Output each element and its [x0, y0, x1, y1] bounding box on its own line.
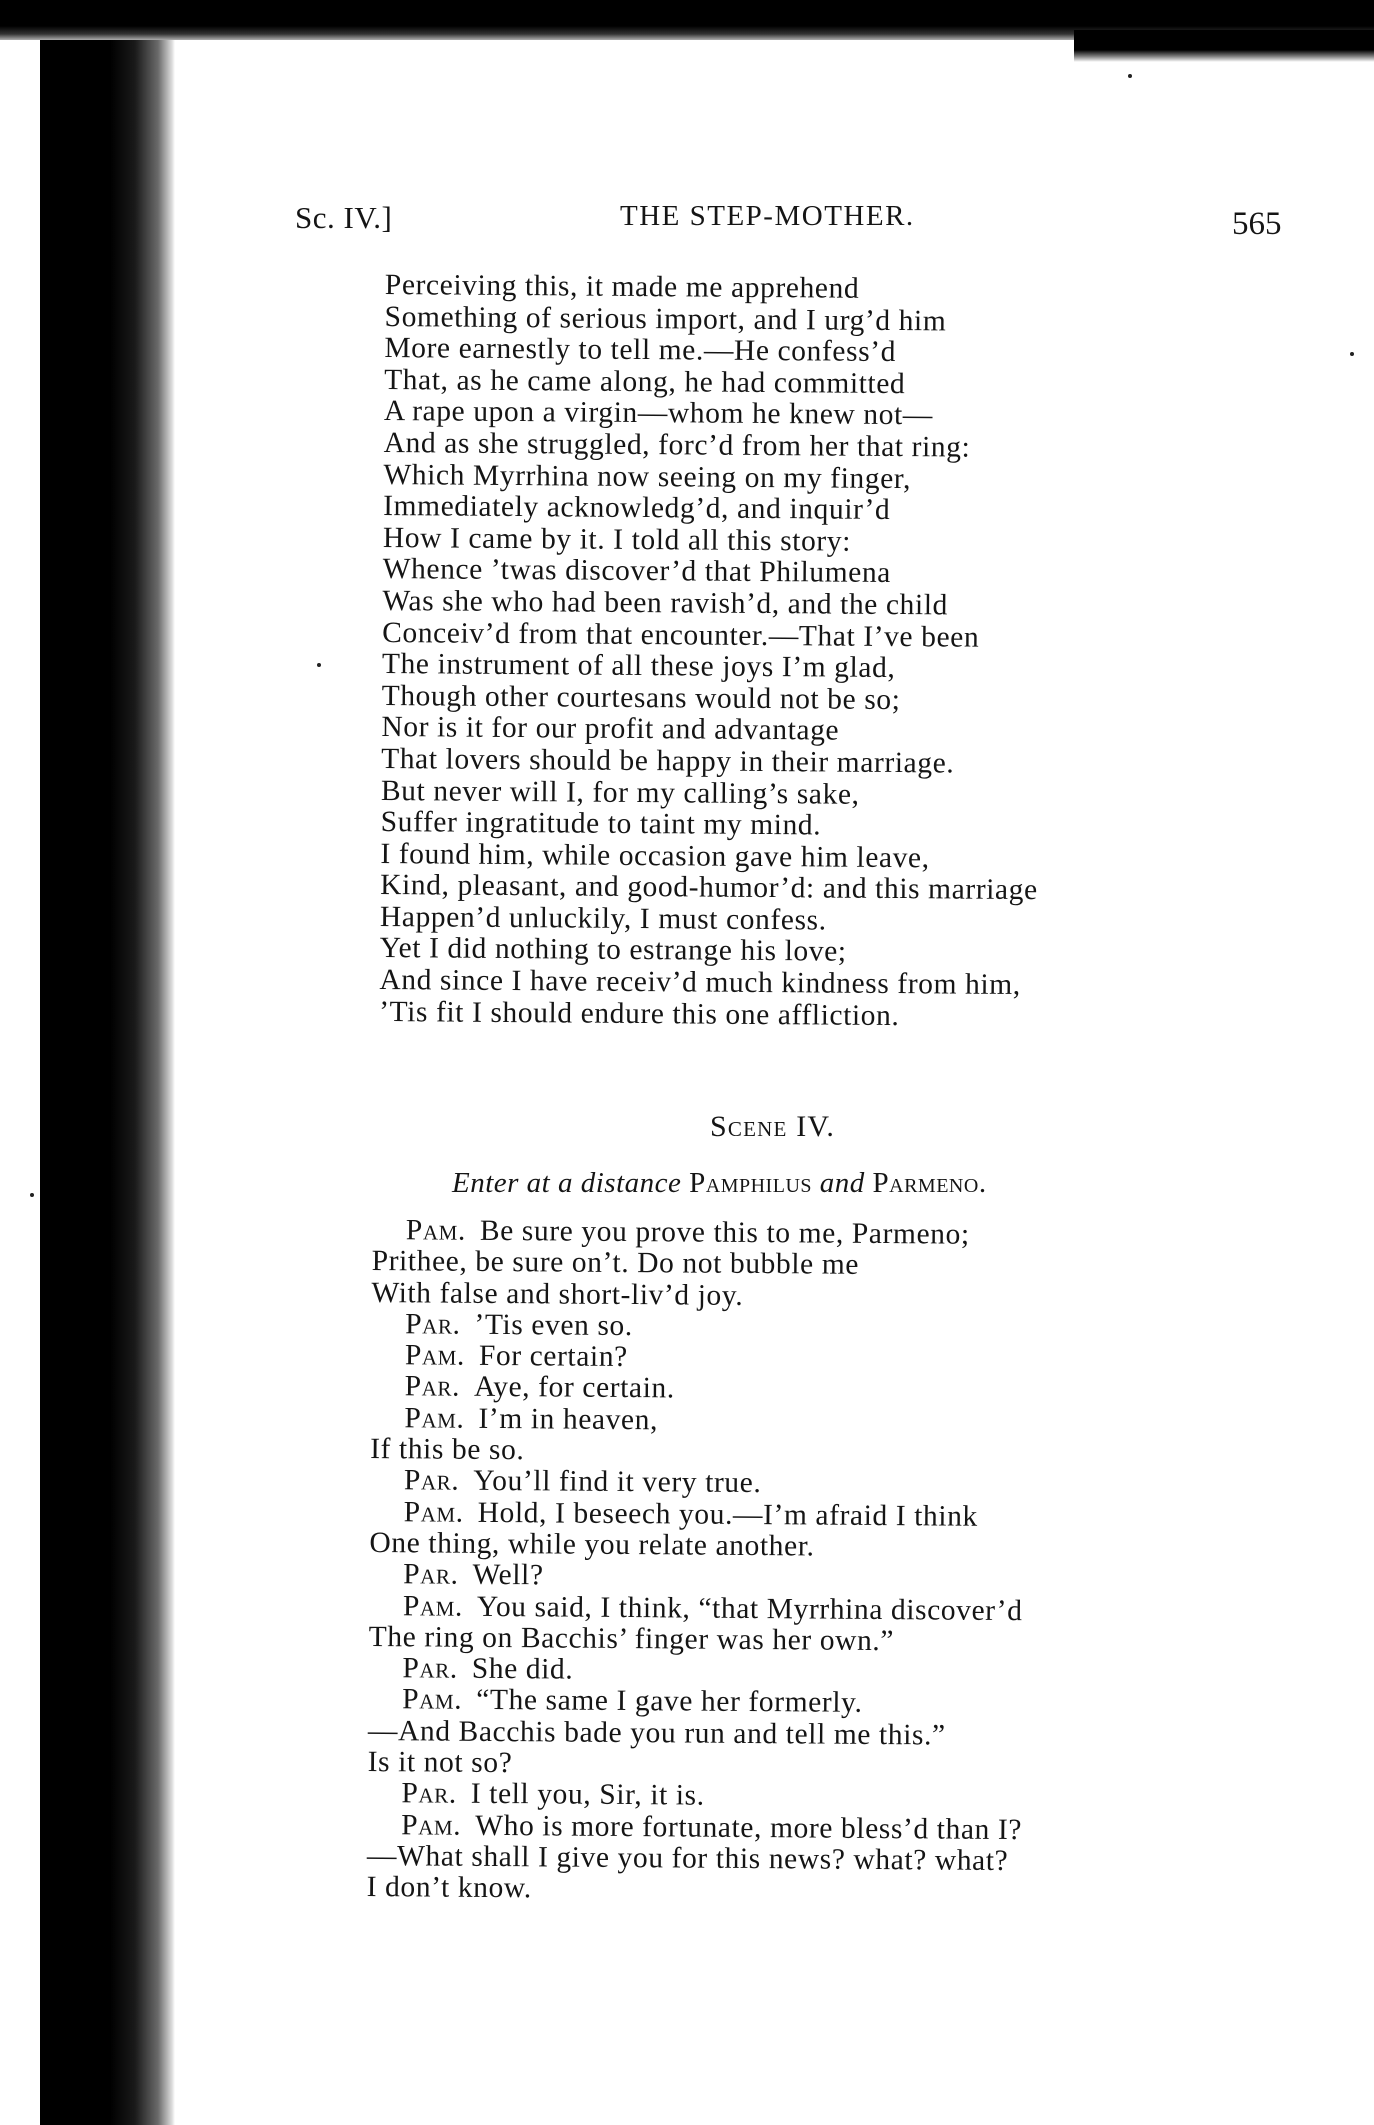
speaker-name: Pam.: [403, 1495, 464, 1529]
verse-line: Something of serious import, and I urg’d him: [384, 300, 947, 338]
dialogue-text: Aye, for certain.: [473, 1371, 675, 1405]
speaker-name: Pam.: [405, 1214, 467, 1247]
speaker-name: Pam.: [402, 1589, 464, 1623]
print-speck: [317, 663, 321, 667]
speaker-name: Par.: [402, 1652, 458, 1685]
dialogue-text: ’Tis even so.: [474, 1308, 633, 1342]
scene-heading: Scene IV.: [710, 1110, 836, 1143]
dialogue-text: I’m in heaven,: [478, 1402, 659, 1437]
verse-line: How I came by it. I told all this story:: [382, 521, 852, 558]
dialogue: [367, 1215, 1212, 1910]
scan-top-edge-right: [1074, 30, 1374, 66]
verse-line: That lovers should be happy in their marriage.: [381, 742, 955, 780]
dialogue-text: The ring on Bacchis’ finger was her own.”: [368, 1620, 895, 1657]
verse-line: Kind, pleasant, and good-humor’d: and this marriage: [380, 869, 1038, 907]
verse-line: ’Tis fit I should endure this one affliction.: [379, 995, 900, 1032]
page-number: 565: [1232, 206, 1282, 242]
dialogue-text: With false and short-liv’d joy.: [371, 1276, 744, 1312]
verse-line: That, as he came along, he had committed: [384, 363, 906, 400]
verse-line: Though other courtesans would not be so;: [381, 679, 901, 716]
dialogue-text: She did.: [471, 1652, 574, 1686]
speaker-name: Pam.: [402, 1683, 463, 1717]
dialogue-text: I don’t know.: [366, 1871, 532, 1905]
dialogue-text: Prithee, be sure on’t. Do not bubble me: [371, 1245, 860, 1282]
dialogue-text: Well?: [472, 1559, 544, 1592]
speaker-name: Par.: [401, 1777, 457, 1811]
verse-line: And since I have receiv’d much kindness from him,: [379, 964, 1021, 1002]
verse-line: Nor is it for our profit and advantage: [381, 711, 840, 747]
speaker-name: Pam.: [401, 1808, 462, 1842]
running-title: THE STEP-MOTHER.: [620, 200, 915, 232]
dialogue-text: I tell you, Sir, it is.: [470, 1778, 705, 1812]
dialogue-text: One thing, while you relate another.: [369, 1526, 815, 1563]
verse-line: Immediately acknowledg’d, and inquir’d: [383, 490, 891, 527]
verse-line: But never will I, for my calling’s sake,: [380, 774, 860, 811]
verse-line: Was she who had been ravish’d, and the child: [382, 584, 949, 622]
dialogue-line: [367, 1872, 1207, 1910]
character-name: Pamphilus: [689, 1167, 813, 1199]
verse-line: A rape upon a virgin—whom he knew not—: [383, 395, 934, 432]
verse-line: Conceiv’d from that encounter.—That I’ve been: [382, 616, 980, 654]
dialogue-text: Who is more fortunate, more bless’d than I?: [475, 1809, 1023, 1846]
print-speck: [1350, 352, 1354, 356]
dialogue-text: —And Bacchis bade you run and tell me this.”: [367, 1714, 946, 1752]
dialogue-text: You’ll find it very true.: [473, 1465, 762, 1500]
speaker-name: Par.: [404, 1370, 461, 1404]
verse-line: Which Myrrhina now seeing on my finger,: [383, 458, 912, 495]
dialogue-text: Be sure you prove this to me, Parmeno;: [479, 1214, 970, 1251]
verse-line: And as she struggled, forc’d from her that ring:: [383, 426, 971, 464]
verse-line: Suffer ingratitude to taint my mind.: [380, 806, 822, 842]
verse-line: More earnestly to tell me.—He confess’d: [384, 332, 897, 369]
dialogue-text: If this be so.: [370, 1433, 525, 1467]
verse-line: Perceiving this, it made me apprehend: [384, 269, 860, 305]
speaker-name: Par.: [405, 1308, 461, 1341]
speaker-name: Par.: [403, 1464, 460, 1498]
verse-line: Happen’d unluckily, I must confess.: [379, 900, 827, 937]
running-header: [295, 200, 1295, 250]
character-name: Parmeno.: [872, 1167, 987, 1199]
verse-passage: [379, 270, 1185, 1035]
dialogue-text: Is it not so?: [367, 1746, 513, 1780]
stage-direction-conjunction: and: [819, 1167, 865, 1199]
dialogue-text: You said, I think, “that Myrrhina discover’d: [476, 1590, 1023, 1627]
dialogue-text: —What shall I give you for this news? what? what?: [366, 1839, 1009, 1877]
stage-direction: [452, 1167, 987, 1200]
dialogue-text: For certain?: [478, 1340, 628, 1374]
speaker-name: Pam.: [404, 1402, 465, 1435]
verse-line: I found him, while occasion gave him leave,: [380, 837, 930, 874]
speaker-name: Pam.: [404, 1339, 466, 1372]
print-speck: [1128, 74, 1132, 78]
scan-edge: [0, 0, 40, 2125]
verse-line: Whence ’twas discover’d that Philumena: [382, 553, 892, 590]
scene-reference: Sc. IV.]: [295, 200, 393, 235]
print-speck: [30, 1193, 34, 1197]
verse-line: The instrument of all these joys I’m glad,: [381, 648, 896, 685]
dialogue-text: “The same I gave her formerly.: [476, 1684, 863, 1720]
speaker-name: Par.: [403, 1558, 459, 1591]
verse-line: Yet I did nothing to estrange his love;: [379, 932, 847, 969]
dialogue-text: Hold, I beseech you.—I’m afraid I think: [477, 1496, 978, 1533]
stage-direction-prefix: Enter at a distance: [452, 1167, 682, 1199]
